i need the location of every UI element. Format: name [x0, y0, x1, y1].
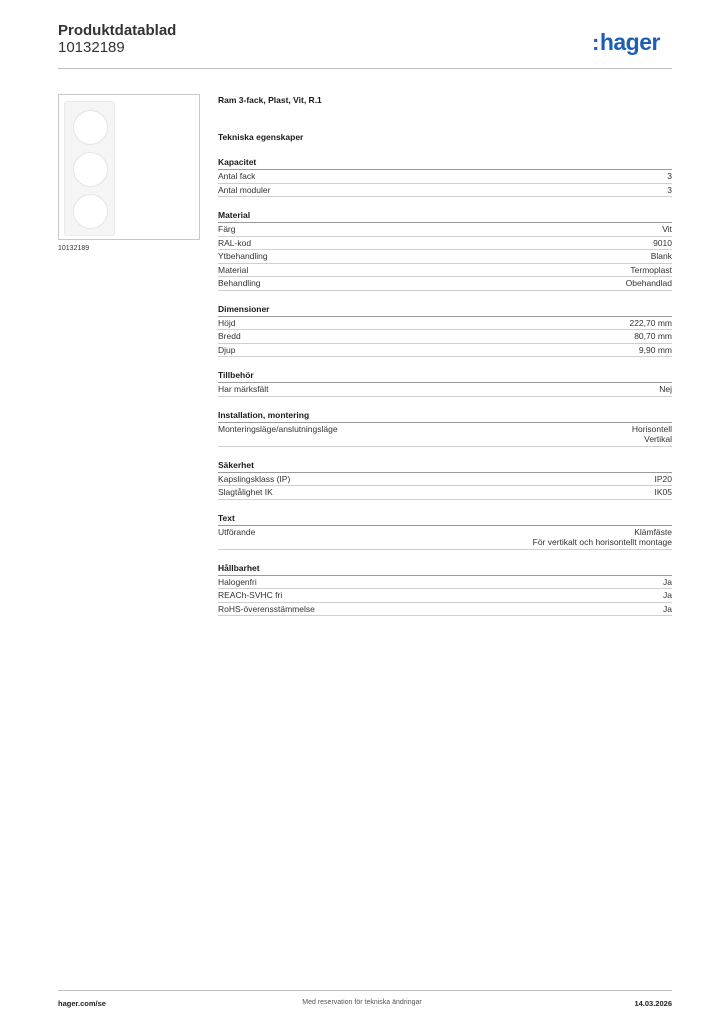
spec-value: [667, 171, 672, 182]
document-title: Produktdatablad: [58, 22, 177, 39]
spec-row: [218, 473, 672, 487]
spec-value: [533, 527, 672, 548]
spec-group: [218, 210, 672, 291]
spec-row: [218, 603, 672, 617]
spec-value-line: 3: [667, 171, 672, 181]
spec-value: [639, 345, 672, 356]
spec-group: [218, 513, 672, 550]
spec-row: [218, 330, 672, 344]
spec-row: [218, 170, 672, 184]
document-number: 10132189: [58, 39, 125, 56]
spec-group: [218, 304, 672, 358]
spec-label: RAL-kod: [218, 237, 252, 248]
spec-value-line: Klämfäste: [634, 526, 672, 537]
spec-value: [659, 384, 672, 395]
frame-hole: [73, 152, 108, 187]
spec-value-line: Nej: [659, 384, 672, 394]
spec-value-line: IK05: [654, 487, 672, 497]
spec-row: [218, 223, 672, 237]
spec-label: RoHS-överensstämmelse: [218, 603, 315, 614]
spec-group-title: Säkerhet: [218, 460, 672, 473]
spec-group-title: Installation, montering: [218, 410, 672, 423]
spec-label: Material: [218, 264, 249, 275]
header-divider: [58, 68, 672, 69]
spec-value-line: Vertikal: [644, 434, 672, 444]
product-title: Ram 3-fack, Plast, Vit, R.1: [218, 95, 322, 105]
spec-value: [634, 331, 672, 342]
spec-value: [663, 590, 672, 601]
spec-label: Höjd: [218, 317, 236, 328]
logo-text: hager: [599, 29, 660, 55]
spec-row: [218, 277, 672, 291]
spec-value-line: IP20: [654, 473, 672, 484]
spec-value: [629, 318, 672, 329]
spec-value-line: Blank: [650, 251, 672, 261]
spec-label: Bredd: [218, 331, 241, 341]
spec-row: [218, 526, 672, 550]
section-heading: Tekniska egenskaper: [218, 132, 304, 142]
spec-value-line: 3: [667, 184, 672, 195]
spec-value-line: 222,70 mm: [629, 317, 672, 328]
spec-label: Har märksfält: [218, 384, 269, 394]
spec-label: Monteringsläge/anslutningsläge: [218, 423, 338, 434]
spec-value: [632, 424, 672, 445]
spec-value-line: 9,90 mm: [638, 344, 672, 355]
footer-disclaimer: Med reservation för tekniska ändringar: [302, 999, 422, 1006]
spec-group: [218, 563, 672, 617]
spec-row: [218, 383, 672, 397]
frame-hole: [73, 194, 108, 229]
spec-value: [663, 604, 672, 615]
spec-row: [218, 264, 672, 278]
spec-group-title: Hållbarhet: [218, 563, 672, 576]
frame-hole: [73, 110, 108, 145]
spec-label: Ytbehandling: [218, 251, 268, 261]
spec-group-title: Kapacitet: [218, 157, 672, 170]
spec-group: [218, 460, 672, 500]
footer-website[interactable]: hager.com/se: [58, 999, 106, 1008]
spec-value-line: Ja: [663, 576, 672, 587]
spec-value: [662, 224, 672, 235]
spec-group-title: Dimensioner: [218, 304, 672, 317]
spec-label: Färg: [218, 224, 236, 234]
spec-value-line: För vertikalt och horisontellt montage: [532, 537, 672, 547]
spec-label: Kapslingsklass (IP): [218, 473, 291, 484]
spec-value: [663, 577, 672, 588]
spec-label: Halogenfri: [218, 576, 257, 587]
spec-row: [218, 250, 672, 264]
spec-group: [218, 410, 672, 447]
spec-value-line: Horisontell: [631, 423, 672, 434]
spec-value: [653, 238, 672, 249]
spec-row: [218, 317, 672, 331]
spec-group-title: Material: [218, 210, 672, 223]
spec-row: [218, 423, 672, 447]
product-image: [58, 94, 200, 240]
spec-label: Behandling: [218, 278, 261, 288]
spec-row: [218, 237, 672, 251]
spec-value: [651, 251, 672, 262]
spec-label: Slagtålighet IK: [218, 487, 273, 497]
spec-value-line: 80,70 mm: [634, 331, 672, 341]
spec-label: REACh-SVHC fri: [218, 590, 283, 600]
spec-value-line: Termoplast: [630, 264, 672, 275]
spec-value-line: Obehandlad: [625, 278, 672, 288]
spec-value: [655, 474, 673, 485]
spec-value-line: Ja: [663, 603, 672, 614]
spec-group-title: Tillbehör: [218, 370, 672, 383]
spec-row: [218, 576, 672, 590]
spec-value-line: Ja: [663, 590, 672, 600]
spec-row: [218, 589, 672, 603]
spec-value: [626, 278, 672, 289]
spec-value: [667, 185, 672, 196]
spec-label: Antal moduler: [218, 184, 271, 195]
hager-logo: [592, 28, 660, 57]
spec-label: Djup: [218, 344, 236, 355]
spec-value-line: 9010: [653, 237, 672, 248]
spec-group: [218, 157, 672, 197]
logo-dots-icon: :: [592, 30, 599, 55]
spec-group-title: Text: [218, 513, 672, 526]
spec-groups: [218, 157, 672, 616]
spec-value: [655, 487, 673, 498]
spec-row: [218, 184, 672, 198]
spec-group: [218, 370, 672, 397]
spec-row: [218, 486, 672, 500]
footer-date: 14.03.2026: [634, 999, 672, 1008]
spec-value-line: Vit: [662, 224, 672, 234]
footer-divider: [58, 990, 672, 991]
product-image-label: 10132189: [58, 245, 90, 252]
spec-label: Utförande: [218, 526, 256, 537]
frame-3-gang-icon: [64, 101, 115, 236]
spec-row: [218, 344, 672, 358]
spec-label: Antal fack: [218, 171, 256, 181]
spec-content: [218, 95, 672, 616]
spec-value: [630, 265, 672, 276]
